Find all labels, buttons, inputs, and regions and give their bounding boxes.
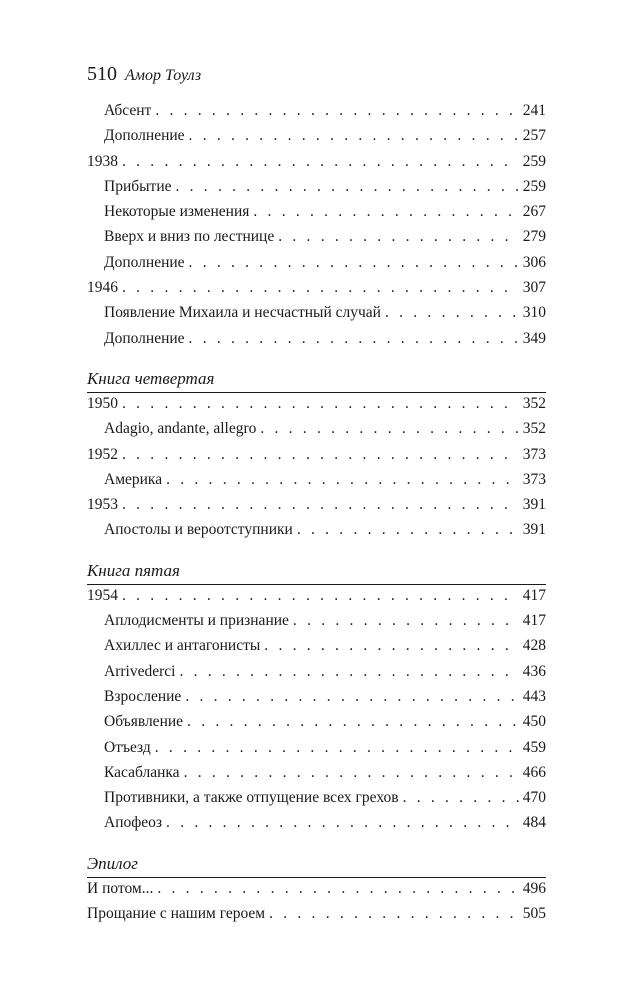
dot-leader xyxy=(385,304,519,322)
dot-leader xyxy=(253,203,518,221)
toc-entry xyxy=(87,612,546,637)
toc-entry-title: И потом... xyxy=(87,879,154,897)
dot-leader xyxy=(260,420,518,438)
toc-entry xyxy=(87,739,546,764)
toc-entry-title: Апостолы и вероотступники xyxy=(104,521,293,539)
dot-leader xyxy=(122,587,519,605)
toc-entry-page: 349 xyxy=(522,329,546,347)
dot-leader xyxy=(176,178,519,196)
toc-entry-page: 391 xyxy=(522,496,546,514)
toc-entry xyxy=(87,153,546,178)
toc-entry-title: Взросление xyxy=(104,687,182,705)
dot-leader xyxy=(187,713,519,731)
toc-entry xyxy=(87,420,546,445)
toc-entry-page: 259 xyxy=(522,177,546,195)
toc-entry-page: 417 xyxy=(522,586,546,604)
toc-entry-page: 259 xyxy=(522,152,546,170)
toc-entry-page: 373 xyxy=(522,445,546,463)
toc-section-book-five xyxy=(87,555,546,585)
toc-entry xyxy=(87,789,546,814)
dot-leader xyxy=(278,228,519,246)
toc-entry-page: 436 xyxy=(522,662,546,680)
dot-leader xyxy=(297,521,519,539)
toc-entry-title: Ахиллес и антагонисты xyxy=(104,637,261,655)
toc-entry xyxy=(87,330,546,355)
toc-entry-title: 1938 xyxy=(87,152,118,170)
dot-leader xyxy=(189,127,519,145)
toc-entry xyxy=(87,178,546,203)
toc-entry-title: Дополнение xyxy=(104,127,185,145)
dot-leader xyxy=(122,153,519,171)
toc-entry-title: 1953 xyxy=(87,496,118,514)
dot-leader xyxy=(293,612,519,630)
toc-section-book-four xyxy=(87,363,546,393)
toc-entry-title: Прощание с нашим героем xyxy=(87,905,266,923)
toc-entry xyxy=(87,814,546,839)
toc-entry-title: Arrivederci xyxy=(104,662,176,680)
toc-entry-title: Америка xyxy=(104,470,163,488)
toc-entry xyxy=(87,880,546,905)
toc-entries-book-four xyxy=(87,395,546,547)
dot-leader xyxy=(185,688,518,706)
toc-entry-page: 306 xyxy=(522,253,546,271)
toc-entry xyxy=(87,688,546,713)
toc-entry-title: Противники, а также отпущение всех грехов xyxy=(104,789,399,807)
toc-entry-title: Некоторые изменения xyxy=(104,203,250,221)
toc-entry xyxy=(87,905,546,930)
section-heading: Книга пятая xyxy=(87,555,546,585)
toc-entry xyxy=(87,254,546,279)
dot-leader xyxy=(166,814,519,832)
toc-entry xyxy=(87,102,546,127)
dot-leader xyxy=(122,395,519,413)
toc-entry-page: 450 xyxy=(522,713,546,731)
table-of-contents xyxy=(87,102,546,930)
toc-entry-title: Adagio, andante, allegro xyxy=(104,420,257,438)
dot-leader xyxy=(189,254,519,272)
toc-entry-page: 352 xyxy=(522,420,546,438)
toc-entry-title: 1954 xyxy=(87,586,118,604)
toc-entries-top xyxy=(87,102,546,355)
toc-entry-title: Апофеоз xyxy=(104,814,163,832)
dot-leader xyxy=(157,880,518,898)
toc-entry-title: Дополнение xyxy=(104,329,185,347)
toc-entry xyxy=(87,663,546,688)
toc-entry-title: Касабланка xyxy=(104,763,180,781)
toc-entry-page: 443 xyxy=(522,687,546,705)
toc-entry-title: Появление Михаила и несчастный случай xyxy=(104,304,381,322)
toc-entry-page: 417 xyxy=(522,612,546,630)
dot-leader xyxy=(122,496,519,514)
dot-leader xyxy=(179,663,518,681)
toc-entry-page: 267 xyxy=(522,203,546,221)
toc-section-epilogue xyxy=(87,848,546,878)
toc-entry xyxy=(87,395,546,420)
dot-leader xyxy=(122,279,519,297)
dot-leader xyxy=(155,102,518,120)
toc-entry-title: 1946 xyxy=(87,279,118,297)
toc-entry-page: 352 xyxy=(522,394,546,412)
running-header xyxy=(87,63,201,93)
toc-entry-page: 459 xyxy=(522,738,546,756)
toc-entry-page: 470 xyxy=(522,789,546,807)
toc-entry-page: 428 xyxy=(522,637,546,655)
toc-entry-page: 484 xyxy=(522,814,546,832)
toc-entry-title: Вверх и вниз по лестнице xyxy=(104,228,275,246)
toc-entry-title: Аплодисменты и признание xyxy=(104,612,289,630)
toc-entries-book-five xyxy=(87,587,546,840)
toc-entry-page: 466 xyxy=(522,763,546,781)
toc-entry xyxy=(87,713,546,738)
toc-entry xyxy=(87,521,546,546)
toc-entries-epilogue xyxy=(87,880,546,931)
page-number: 510 xyxy=(87,63,117,85)
section-heading: Эпилог xyxy=(87,848,546,878)
toc-entry-page: 257 xyxy=(522,127,546,145)
toc-entry xyxy=(87,764,546,789)
toc-entry xyxy=(87,471,546,496)
toc-entry xyxy=(87,446,546,471)
toc-entry xyxy=(87,203,546,228)
toc-entry-page: 279 xyxy=(522,228,546,246)
toc-entry xyxy=(87,304,546,329)
toc-entry xyxy=(87,279,546,304)
toc-entry-page: 241 xyxy=(522,102,546,119)
toc-entry-title: Дополнение xyxy=(104,253,185,271)
toc-entry xyxy=(87,637,546,662)
running-head-author: Амор Тоулз xyxy=(125,67,202,84)
toc-entry xyxy=(87,228,546,253)
dot-leader xyxy=(403,789,519,807)
toc-entry xyxy=(87,127,546,152)
toc-entry-page: 391 xyxy=(522,521,546,539)
dot-leader xyxy=(269,905,519,923)
toc-entry-title: Абсент xyxy=(104,102,152,119)
toc-entry-title: Отъезд xyxy=(104,738,151,756)
toc-entry-page: 373 xyxy=(522,470,546,488)
toc-entry-page: 310 xyxy=(522,304,546,322)
toc-entry-title: 1952 xyxy=(87,445,118,463)
dot-leader xyxy=(166,471,519,489)
dot-leader xyxy=(264,637,518,655)
toc-entry xyxy=(87,587,546,612)
toc-entry-title: Прибытие xyxy=(104,177,172,195)
dot-leader xyxy=(155,739,519,757)
toc-entry-title: 1950 xyxy=(87,394,118,412)
dot-leader xyxy=(122,446,519,464)
toc-entry-page: 307 xyxy=(522,279,546,297)
toc-entry-page: 505 xyxy=(522,905,546,923)
section-heading: Книга четвертая xyxy=(87,363,546,393)
toc-entry-title: Объявление xyxy=(104,713,184,731)
toc-entry-page: 496 xyxy=(522,879,546,897)
toc-entry xyxy=(87,496,546,521)
dot-leader xyxy=(189,330,519,348)
dot-leader xyxy=(184,764,519,782)
